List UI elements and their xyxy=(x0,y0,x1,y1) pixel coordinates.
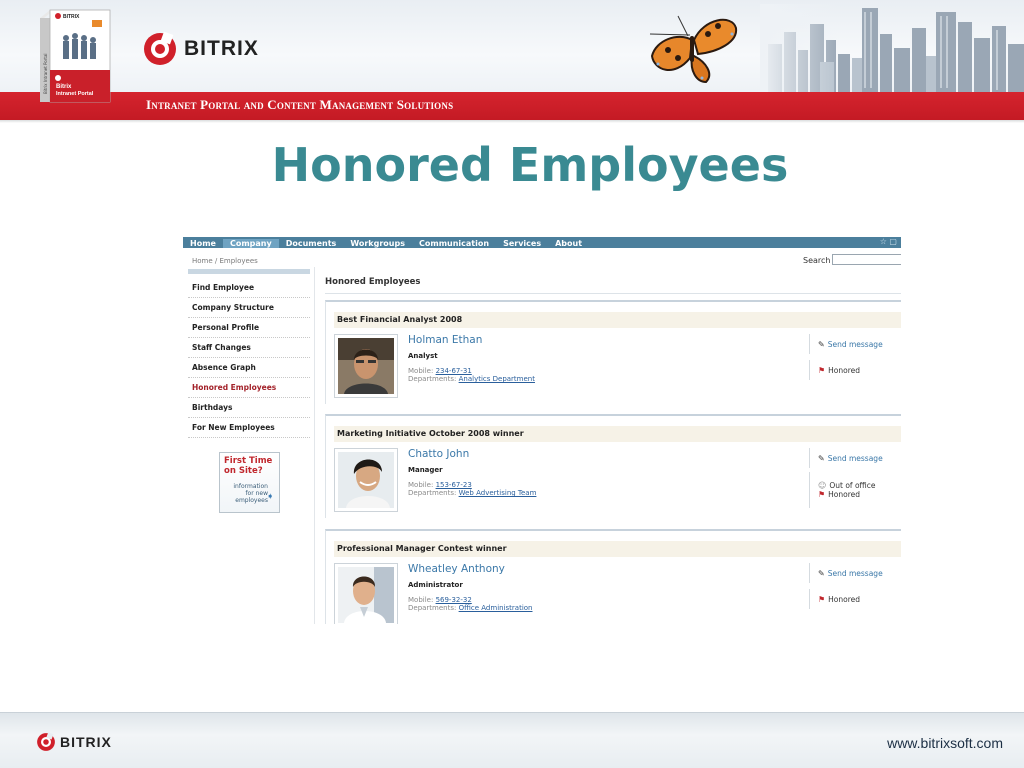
employee-photo[interactable] xyxy=(334,334,398,398)
product-box-image xyxy=(40,8,112,106)
send-message-link[interactable]: ✎ Send message xyxy=(809,563,883,583)
honored-icon: ⚑ xyxy=(818,365,826,375)
employee-name[interactable]: Holman Ethan xyxy=(408,334,483,346)
nav-home[interactable]: Home xyxy=(190,239,216,248)
department-label: Departments: xyxy=(408,489,457,497)
content-title: Honored Employees xyxy=(325,277,421,287)
employee-photo[interactable] xyxy=(334,563,398,624)
nav-services[interactable]: Services xyxy=(503,239,542,248)
menu-item-personal-profile[interactable]: Personal Profile xyxy=(188,318,310,338)
svg-text:Bitrix Intranet Portal: Bitrix Intranet Portal xyxy=(43,53,48,94)
honored-status: ⚑ Honored xyxy=(818,490,861,499)
out-of-office-status: ☺ Out of office xyxy=(818,481,876,490)
first-time-banner[interactable] xyxy=(219,452,280,513)
person-icon: ☺ xyxy=(818,481,827,490)
employee-mobile xyxy=(408,596,472,604)
slide-title: Honored Employees xyxy=(271,138,789,192)
award-title: Professional Manager Contest winner xyxy=(334,541,901,557)
arrow-right-icon: ➧ xyxy=(266,492,274,502)
department-label: Departments: xyxy=(408,604,457,612)
nav-documents[interactable]: Documents xyxy=(285,239,337,248)
portal-screenshot xyxy=(183,237,901,624)
honored-status: ⚑ Honored xyxy=(809,589,860,609)
footer xyxy=(0,712,1024,768)
department-link[interactable]: Office Administration xyxy=(458,604,533,612)
employee-actions xyxy=(809,448,901,508)
employee-mobile xyxy=(408,481,472,489)
bitrix-logo-icon xyxy=(36,732,56,752)
mobile-label: Mobile: xyxy=(408,367,434,375)
employee-name[interactable]: Chatto John xyxy=(408,448,470,460)
header-shadow xyxy=(0,120,1024,123)
status-group xyxy=(809,472,876,508)
employee-actions xyxy=(809,334,901,394)
search-label: Search xyxy=(803,256,831,265)
search-input[interactable] xyxy=(832,254,901,265)
mobile-link[interactable]: 153-67-23 xyxy=(435,481,472,489)
award-title: Best Financial Analyst 2008 xyxy=(334,312,901,328)
honored-status: ⚑ Honored xyxy=(809,360,860,380)
mobile-label: Mobile: xyxy=(408,481,434,489)
department-link[interactable]: Analytics Department xyxy=(458,375,535,383)
menu-item-company-structure[interactable]: Company Structure xyxy=(188,298,310,318)
employee-department xyxy=(408,375,535,383)
portal-top-nav xyxy=(183,237,901,248)
employee-name[interactable]: Wheatley Anthony xyxy=(408,563,505,575)
honored-icon: ⚑ xyxy=(818,594,826,604)
send-message-link[interactable]: ✎ Send message xyxy=(809,448,883,468)
website-url[interactable]: www.bitrixsoft.com xyxy=(887,735,1003,751)
person-photo-icon xyxy=(338,338,394,394)
first-time-title: First Time on Site? xyxy=(224,456,273,476)
svg-text:Intranet Portal: Intranet Portal xyxy=(56,91,94,97)
nav-about[interactable]: About xyxy=(555,239,583,248)
menu-item-absence-graph[interactable]: Absence Graph xyxy=(188,358,310,378)
butterfly-icon xyxy=(648,12,740,84)
logo-wordmark: BITRIX xyxy=(184,37,259,60)
person-photo-icon xyxy=(338,452,394,508)
bitrix-logo[interactable] xyxy=(142,30,259,68)
person-photo-icon xyxy=(338,567,394,623)
left-menu xyxy=(188,269,310,438)
column-divider xyxy=(314,267,315,624)
nav-communication[interactable]: Communication xyxy=(418,239,490,248)
menu-item-find-employee[interactable]: Find Employee xyxy=(188,278,310,298)
pencil-icon: ✎ xyxy=(818,568,825,578)
mobile-link[interactable]: 234-67-31 xyxy=(435,367,472,375)
bitrix-logo-icon xyxy=(142,31,178,67)
employee-role: Analyst xyxy=(408,352,438,360)
menu-item-staff-changes[interactable]: Staff Changes xyxy=(188,338,310,358)
award-title: Marketing Initiative October 2008 winner xyxy=(334,426,901,442)
employee-department xyxy=(408,604,533,612)
employee-card xyxy=(325,529,901,624)
pencil-icon: ✎ xyxy=(818,339,825,349)
nav-toolbar-icons[interactable]: ☆ ▢ xyxy=(879,237,897,246)
menu-item-birthdays[interactable]: Birthdays xyxy=(188,398,310,418)
content-title-rule xyxy=(325,293,901,294)
pencil-icon: ✎ xyxy=(818,453,825,463)
menu-top-bar xyxy=(188,269,310,274)
nav-workgroups[interactable]: Workgroups xyxy=(350,239,405,248)
footer-logo-wordmark: BITRIX xyxy=(60,734,112,750)
employee-card xyxy=(325,300,901,404)
svg-text:BITRIX: BITRIX xyxy=(63,14,80,20)
breadcrumb[interactable]: Home / Employees xyxy=(192,257,258,265)
employee-photo[interactable] xyxy=(334,448,398,512)
employee-card xyxy=(325,414,901,518)
mobile-label: Mobile: xyxy=(408,596,434,604)
city-skyline-image xyxy=(760,4,1024,92)
send-message-link[interactable]: ✎ Send message xyxy=(809,334,883,354)
menu-item-for-new-employees[interactable]: For New Employees xyxy=(188,418,310,438)
department-link[interactable]: Web Advertising Team xyxy=(458,489,537,497)
honored-icon: ⚑ xyxy=(818,490,826,499)
footer-logo[interactable] xyxy=(36,732,112,752)
nav-company[interactable]: Company xyxy=(223,239,279,248)
mobile-link[interactable]: 569-32-32 xyxy=(435,596,472,604)
employee-role: Manager xyxy=(408,466,443,474)
employee-role: Administrator xyxy=(408,581,463,589)
svg-text:Bitrix: Bitrix xyxy=(56,84,72,90)
employee-actions xyxy=(809,563,901,623)
first-time-subtitle: information for new employees xyxy=(233,483,268,504)
header-tagline: Intranet Portal and Content Management Solutions xyxy=(146,97,454,112)
department-label: Departments: xyxy=(408,375,457,383)
menu-item-honored-employees[interactable]: Honored Employees xyxy=(188,378,310,398)
employee-mobile xyxy=(408,367,472,375)
employee-department xyxy=(408,489,536,497)
